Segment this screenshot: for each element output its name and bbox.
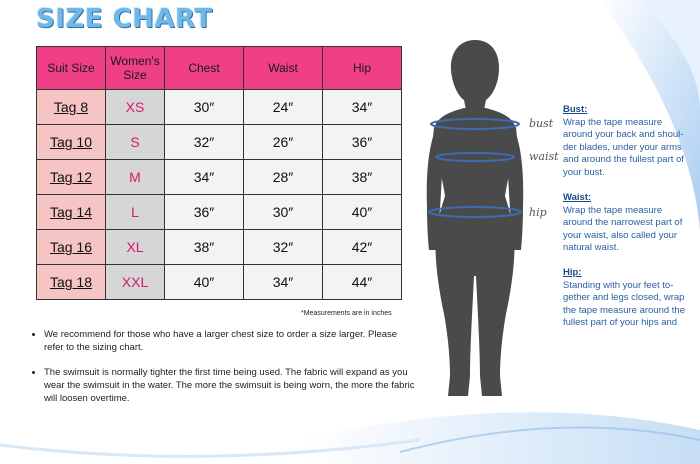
hip-label: hip	[529, 206, 547, 219]
chest-cell: 32″	[165, 125, 244, 160]
womens-size-cell: L	[106, 195, 165, 230]
waist-text: Wrap the tape measure around the narrowest part of your waist, also called your natural waist.	[563, 204, 683, 253]
suit-size-cell: Tag 14	[37, 195, 106, 230]
head-shape	[451, 40, 499, 110]
hip-heading: Hip:	[563, 267, 582, 278]
suit-size-cell: Tag 12	[37, 160, 106, 195]
womens-size-cell: XL	[106, 230, 165, 265]
page-title: SIZE CHART	[36, 4, 213, 34]
waist-instructions	[563, 192, 693, 255]
table-header-row	[37, 47, 402, 90]
table-row	[37, 160, 402, 195]
womens-size-cell: XXL	[106, 265, 165, 300]
header-suit-size: Suit Size	[37, 47, 106, 90]
hip-text: Standing with your feet to-gether and legs closed, wrap the tape measure around the fullest part of your hips and	[563, 279, 686, 328]
suit-size-cell: Tag 18	[37, 265, 106, 300]
suit-size-cell: Tag 8	[37, 90, 106, 125]
size-table	[36, 46, 402, 300]
bust-instructions	[563, 104, 693, 179]
body-silhouette-figure	[410, 36, 540, 406]
table-row	[37, 125, 402, 160]
waist-cell: 26″	[244, 125, 323, 160]
table-row	[37, 90, 402, 125]
bust-heading: Bust:	[563, 104, 588, 115]
hip-cell: 38″	[323, 160, 402, 195]
header-hip: Hip	[323, 47, 402, 90]
header-womens-size: Women's Size	[106, 47, 165, 90]
chest-cell: 30″	[165, 90, 244, 125]
list-item: • The swimsuit is normally tighter the first time being used. The fabric will expand as you wear the swimsuit in the water. The more the swimsuit is being worn, the more the fabric will loosen overtime.	[44, 366, 416, 405]
suit-size-cell: Tag 10	[37, 125, 106, 160]
hip-cell: 42″	[323, 230, 402, 265]
header-chest: Chest	[165, 47, 244, 90]
chest-cell: 38″	[165, 230, 244, 265]
table-row	[37, 230, 402, 265]
header-waist: Waist	[244, 47, 323, 90]
waist-label: waist	[529, 150, 559, 163]
hip-instructions	[563, 267, 693, 330]
torso-shape	[433, 108, 517, 232]
waist-cell: 34″	[244, 265, 323, 300]
hip-cell: 34″	[323, 90, 402, 125]
waist-cell: 30″	[244, 195, 323, 230]
measurement-footnote: *Measurements are in inches	[301, 310, 392, 317]
bust-label: bust	[529, 117, 554, 130]
bust-text: Wrap the tape measure around your back and shoul-der blades, under your arms and around the fullest part of your bust.	[563, 116, 684, 178]
womens-size-cell: M	[106, 160, 165, 195]
womens-size-cell: XS	[106, 90, 165, 125]
waist-cell: 24″	[244, 90, 323, 125]
table-row	[37, 265, 402, 300]
suit-size-cell: Tag 16	[37, 230, 106, 265]
notes-list	[28, 328, 416, 417]
list-item: • We recommend for those who have a larger chest size to order a size larger. Please refer to the sizing chart.	[44, 328, 416, 354]
table-row	[37, 195, 402, 230]
hip-cell: 40″	[323, 195, 402, 230]
waist-cell: 32″	[244, 230, 323, 265]
hip-cell: 44″	[323, 265, 402, 300]
chest-cell: 40″	[165, 265, 244, 300]
womens-size-cell: S	[106, 125, 165, 160]
hip-cell: 36″	[323, 125, 402, 160]
chest-cell: 34″	[165, 160, 244, 195]
chest-cell: 36″	[165, 195, 244, 230]
waist-heading: Waist:	[563, 192, 592, 203]
waist-cell: 28″	[244, 160, 323, 195]
legs-shape	[435, 232, 514, 396]
